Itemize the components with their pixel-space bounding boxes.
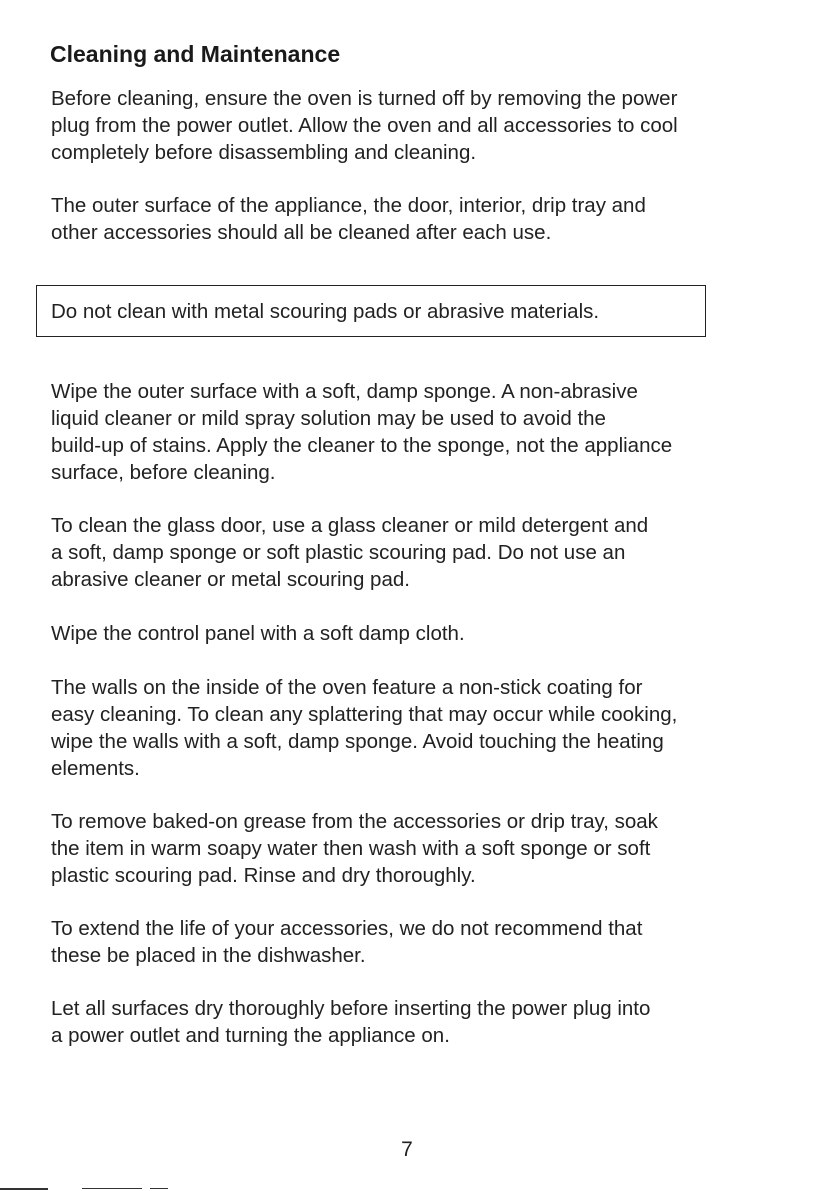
scan-edge-mark: [0, 1188, 48, 1190]
paragraph-line: build-up of stains. Apply the cleaner to the sponge, not the appliance: [51, 434, 673, 457]
paragraph-line: Before cleaning, ensure the oven is turned off by removing the power: [51, 87, 678, 110]
paragraph-dishwasher: [51, 915, 811, 969]
paragraph-control-panel: [51, 620, 811, 647]
paragraph-line: The outer surface of the appliance, the door, interior, drip tray and: [51, 194, 646, 217]
paragraph-interior-walls: [51, 674, 811, 782]
paragraph-line: To extend the life of your accessories, we do not recommend that: [51, 917, 643, 940]
paragraph-line: The walls on the inside of the oven feature a non-stick coating for: [51, 676, 643, 699]
page-number: 7: [401, 1138, 413, 1161]
paragraph-line: these be placed in the dishwasher.: [51, 944, 366, 967]
paragraph-line: a soft, damp sponge or soft plastic scouring pad. Do not use an: [51, 541, 626, 564]
paragraph-line: To clean the glass door, use a glass cleaner or mild detergent and: [51, 514, 649, 537]
paragraph-dry-before-use: [51, 995, 811, 1049]
paragraph-line: wipe the walls with a soft, damp sponge. Avoid touching the heating: [51, 730, 664, 753]
warning-box: [36, 285, 706, 337]
paragraph-line: completely before disassembling and cleaning.: [51, 141, 477, 164]
paragraph-power-off: [51, 85, 811, 166]
paragraph-glass-door: [51, 512, 811, 593]
paragraph-outer-surface: [51, 378, 811, 486]
paragraph-baked-on-grease: [51, 808, 811, 889]
paragraph-line: Wipe the control panel with a soft damp cloth.: [51, 622, 465, 645]
paragraph-line: plug from the power outlet. Allow the oven and all accessories to cool: [51, 114, 678, 137]
paragraph-line: other accessories should all be cleaned after each use.: [51, 221, 552, 244]
paragraph-line: the item in warm soapy water then wash with a soft sponge or soft: [51, 837, 651, 860]
paragraph-line: liquid cleaner or mild spray solution may be used to avoid the: [51, 407, 606, 430]
warning-text: Do not clean with metal scouring pads or abrasive materials.: [51, 300, 600, 323]
paragraph-line: Let all surfaces dry thoroughly before inserting the power plug into: [51, 997, 651, 1020]
paragraph-line: elements.: [51, 757, 140, 780]
paragraph-surfaces: [51, 192, 811, 246]
paragraph-line: plastic scouring pad. Rinse and dry thoroughly.: [51, 864, 476, 887]
page-title: Cleaning and Maintenance: [50, 41, 341, 67]
paragraph-line: surface, before cleaning.: [51, 461, 276, 484]
paragraph-line: abrasive cleaner or metal scouring pad.: [51, 568, 410, 591]
paragraph-line: To remove baked-on grease from the accessories or drip tray, soak: [51, 810, 658, 833]
paragraph-line: easy cleaning. To clean any splattering that may occur while cooking,: [51, 703, 678, 726]
paragraph-line: Wipe the outer surface with a soft, damp sponge. A non-abrasive: [51, 380, 638, 403]
scan-edge-mark: [82, 1188, 142, 1189]
scan-edge-mark: [150, 1188, 168, 1189]
paragraph-line: a power outlet and turning the appliance on.: [51, 1024, 450, 1047]
